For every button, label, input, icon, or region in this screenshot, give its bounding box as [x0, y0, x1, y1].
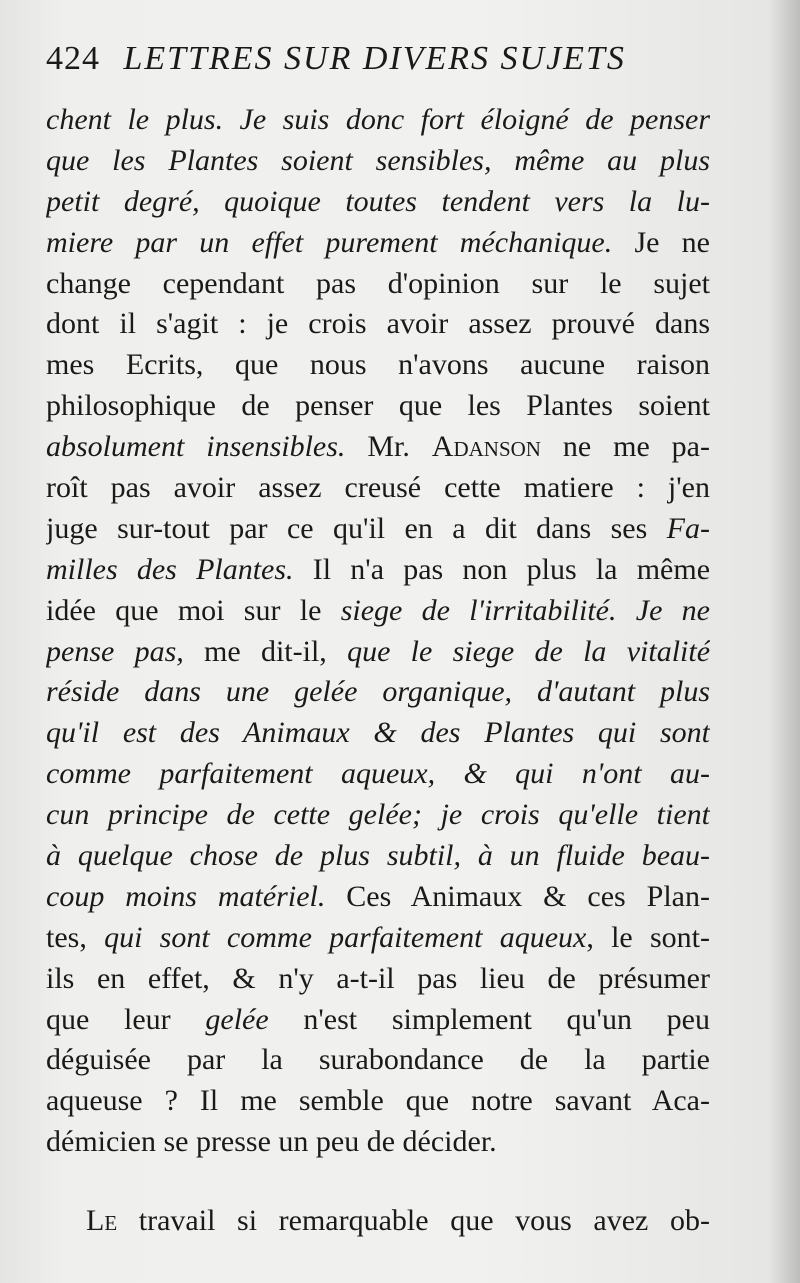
text-segment: siege de l'irritabilité. Je ne [340, 593, 710, 627]
running-head-title: LETTRES SUR DIVERS SUJETS [123, 40, 626, 77]
text-line [46, 427, 710, 468]
text-segment: ne me pa- [540, 430, 710, 464]
body-text [46, 100, 710, 1242]
text-segment: comme parfaitement aqueux, & qui n'ont au- [46, 757, 710, 791]
text-segment: cun principe de cette gelée; je crois qu'elle tient [46, 798, 710, 832]
text-segment: tes, [46, 920, 105, 954]
text-line [46, 100, 710, 141]
text-line [46, 264, 710, 305]
text-line [46, 795, 710, 836]
text-line [46, 1122, 710, 1163]
text-segment: roît pas avoir assez creusé cette matiere : j'en [46, 471, 710, 505]
text-line [46, 304, 710, 345]
text-line [46, 877, 710, 918]
text-line [46, 223, 710, 264]
text-segment: chent le plus. Je suis donc fort éloigné de penser [46, 103, 710, 136]
text-segment: absolument insensibles. [46, 430, 346, 464]
text-line [46, 386, 710, 427]
text-segment: Le [86, 1204, 118, 1238]
text-segment: pense pas, [46, 634, 184, 668]
text-line [46, 918, 710, 959]
text-segment: idée que moi sur le [46, 593, 341, 627]
text-line [46, 836, 710, 877]
running-header [46, 40, 666, 86]
text-segment: réside dans une gelée organique, d'autant plus [46, 675, 710, 709]
page-number: 424 [46, 40, 100, 77]
text-segment: travail si remarquable que vous avez ob- [117, 1204, 710, 1238]
text-line [46, 754, 710, 795]
text-segment: ils en effet, & n'y a-t-il pas lieu de présumer [46, 961, 710, 995]
text-line [46, 468, 710, 509]
paragraph-gap [46, 1163, 710, 1201]
text-line [46, 345, 710, 386]
text-segment: Ces Animaux & ces Plan- [325, 879, 710, 913]
text-line [46, 1201, 710, 1242]
text-segment: juge sur-tout par ce qu'il en a dit dans ses [46, 511, 667, 545]
text-segment: que le siege de la vitalité [347, 634, 710, 668]
text-line [46, 1081, 710, 1122]
text-segment: Il n'a pas non plus la même [293, 552, 710, 586]
text-line [46, 141, 710, 182]
text-segment: change cependant pas d'opinion sur le sujet [46, 266, 710, 300]
text-line [46, 591, 710, 632]
text-segment: miere par un effet purement méchanique. [46, 225, 613, 259]
text-segment: philosophique de penser que les Plantes soient [46, 389, 710, 423]
text-line [46, 182, 710, 223]
text-line [46, 509, 710, 550]
text-segment: petit degré, quoique toutes tendent vers la lu- [46, 184, 710, 218]
text-segment: démicien se presse un peu de décider. [46, 1125, 497, 1159]
text-line [46, 959, 710, 1000]
text-segment: à quelque chose de plus subtil, à un fluide beau- [46, 839, 710, 873]
text-segment: que les Plantes soient sensibles, même au plus [46, 143, 710, 177]
text-segment: n'est simplement qu'un peu [268, 1002, 710, 1036]
text-segment: aqueuse ? Il me semble que notre savant Aca- [46, 1084, 710, 1118]
text-segment: mes Ecrits, que nous n'avons aucune raison [46, 348, 710, 382]
text-segment: , le sont- [586, 920, 710, 954]
text-segment: Je ne [612, 225, 710, 259]
text-segment: gelée [205, 1002, 269, 1036]
text-segment: déguisée par la surabondance de la partie [46, 1043, 710, 1077]
text-segment: Adanson [431, 430, 541, 464]
text-line [46, 1000, 710, 1041]
text-segment: me dit-il, [183, 634, 348, 668]
text-segment: coup moins matériel. [46, 879, 326, 913]
text-segment: milles des Plantes. [46, 552, 294, 586]
text-segment: qui sont comme parfaitement aqueux [104, 920, 587, 954]
text-segment: dont il s'agit : je crois avoir assez prouvé dans [46, 307, 710, 341]
text-line [46, 1040, 710, 1081]
text-line [46, 713, 710, 754]
text-line [46, 632, 710, 673]
text-line [46, 550, 710, 591]
text-segment: Mr. [345, 430, 432, 464]
text-line [46, 672, 710, 713]
text-segment: Fa- [666, 511, 710, 545]
text-segment: qu'il est des Animaux & des Plantes qui sont [46, 716, 710, 750]
text-segment: que leur [46, 1002, 206, 1036]
